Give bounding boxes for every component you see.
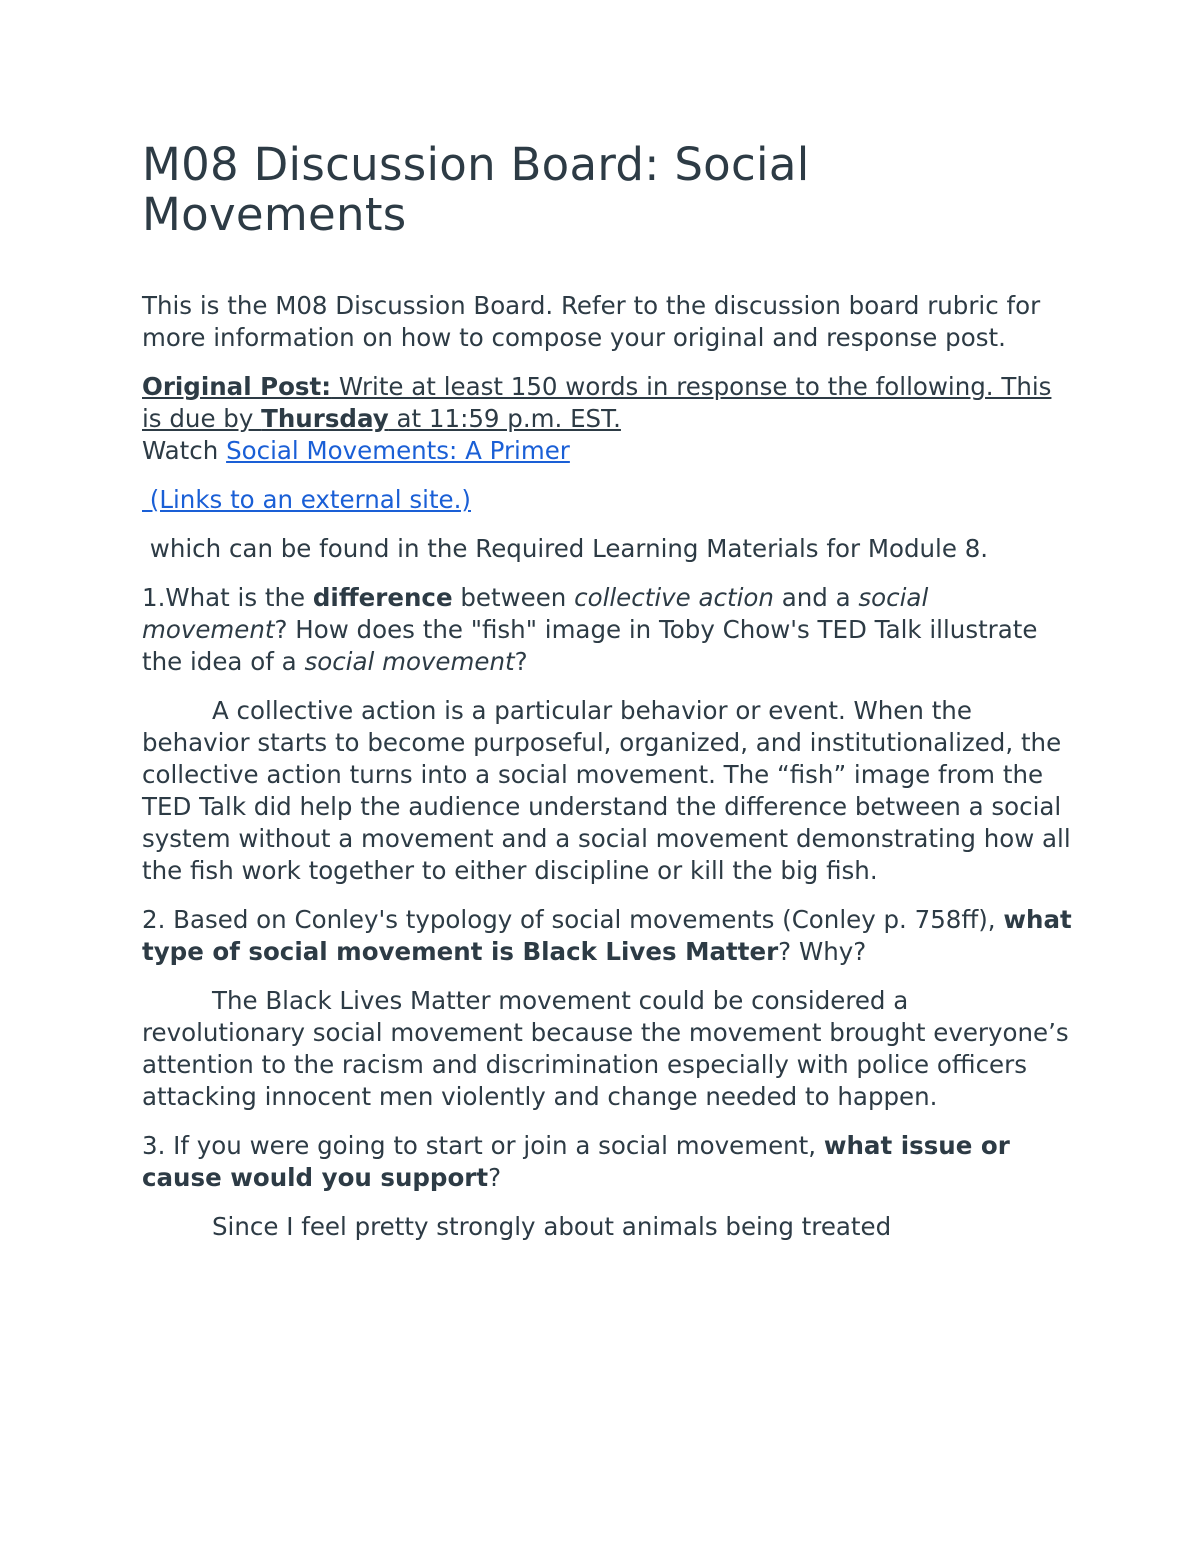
q1-text: 1.What is the bbox=[142, 583, 313, 612]
q3-text: 3. If you were going to start or join a social movement, bbox=[142, 1131, 824, 1160]
q2-bold: what type of social movement is Black Lives Matter bbox=[142, 905, 1072, 966]
page-title: M08 Discussion Board: Social Movements bbox=[142, 138, 810, 241]
q1-text: and a bbox=[773, 583, 859, 612]
q1-italic: social movement bbox=[304, 647, 515, 676]
external-link-paragraph bbox=[142, 484, 1072, 516]
answer-2: The Black Lives Matter movement could be considered a revolutionary social movement because the movement brought everyone’s attention to the racism and discrimination especially with police officers attacking innocent men violently and change needed to happen. bbox=[142, 986, 1069, 1111]
intro-paragraph: This is the M08 Discussion Board. Refer to the discussion board rubric for more information on how to compose your original and response post. bbox=[142, 291, 1041, 352]
q3-bold: what issue or cause would you support bbox=[142, 1131, 1010, 1192]
original-post-instructions bbox=[142, 371, 1072, 467]
question-3 bbox=[142, 1130, 1072, 1194]
q3-text: ? bbox=[488, 1163, 502, 1192]
q1-text: ? How does the "fish" image in Toby Chow's TED Talk illustrate the idea of a bbox=[142, 615, 1038, 676]
q1-text: ? bbox=[514, 647, 528, 676]
q2-text: ? Why? bbox=[778, 937, 867, 966]
watch-text: Watch bbox=[142, 436, 227, 465]
answer-1: A collective action is a particular behavior or event. When the behavior starts to become purposeful, organized, and institutionalized, the collective action turns into a social movement. The “fish” image from the TED Talk did help the audience understand the difference between a social system without a movement and a social movement demonstrating how all the fish work together to either discipline or kill the big fish. bbox=[142, 696, 1071, 885]
answer-3: Since I feel pretty strongly about animals being treated bbox=[212, 1212, 892, 1241]
q1-italic: collective action bbox=[574, 583, 774, 612]
q1-bold: difference bbox=[312, 583, 453, 612]
instruction-text: Write at least 150 words in response to the following. This is due by bbox=[142, 372, 1052, 433]
external-site-link[interactable]: (Links to an external site.) bbox=[142, 485, 471, 514]
primer-link[interactable]: Social Movements: A Primer bbox=[226, 436, 570, 465]
document-page bbox=[142, 140, 1072, 1260]
original-post-label: Original Post: bbox=[142, 372, 332, 401]
due-time: at 11:59 p.m. EST. bbox=[388, 404, 621, 433]
original-post-line bbox=[142, 372, 1051, 433]
materials-note: which can be found in the Required Learning Materials for Module 8. bbox=[142, 534, 989, 563]
q1-text: between bbox=[452, 583, 575, 612]
due-day: Thursday bbox=[261, 404, 389, 433]
question-1 bbox=[142, 582, 1072, 678]
q2-text: 2. Based on Conley's typology of social movements (Conley p. 758ff), bbox=[142, 905, 1004, 934]
question-2 bbox=[142, 904, 1072, 968]
q1-italic: social movement bbox=[142, 583, 929, 644]
